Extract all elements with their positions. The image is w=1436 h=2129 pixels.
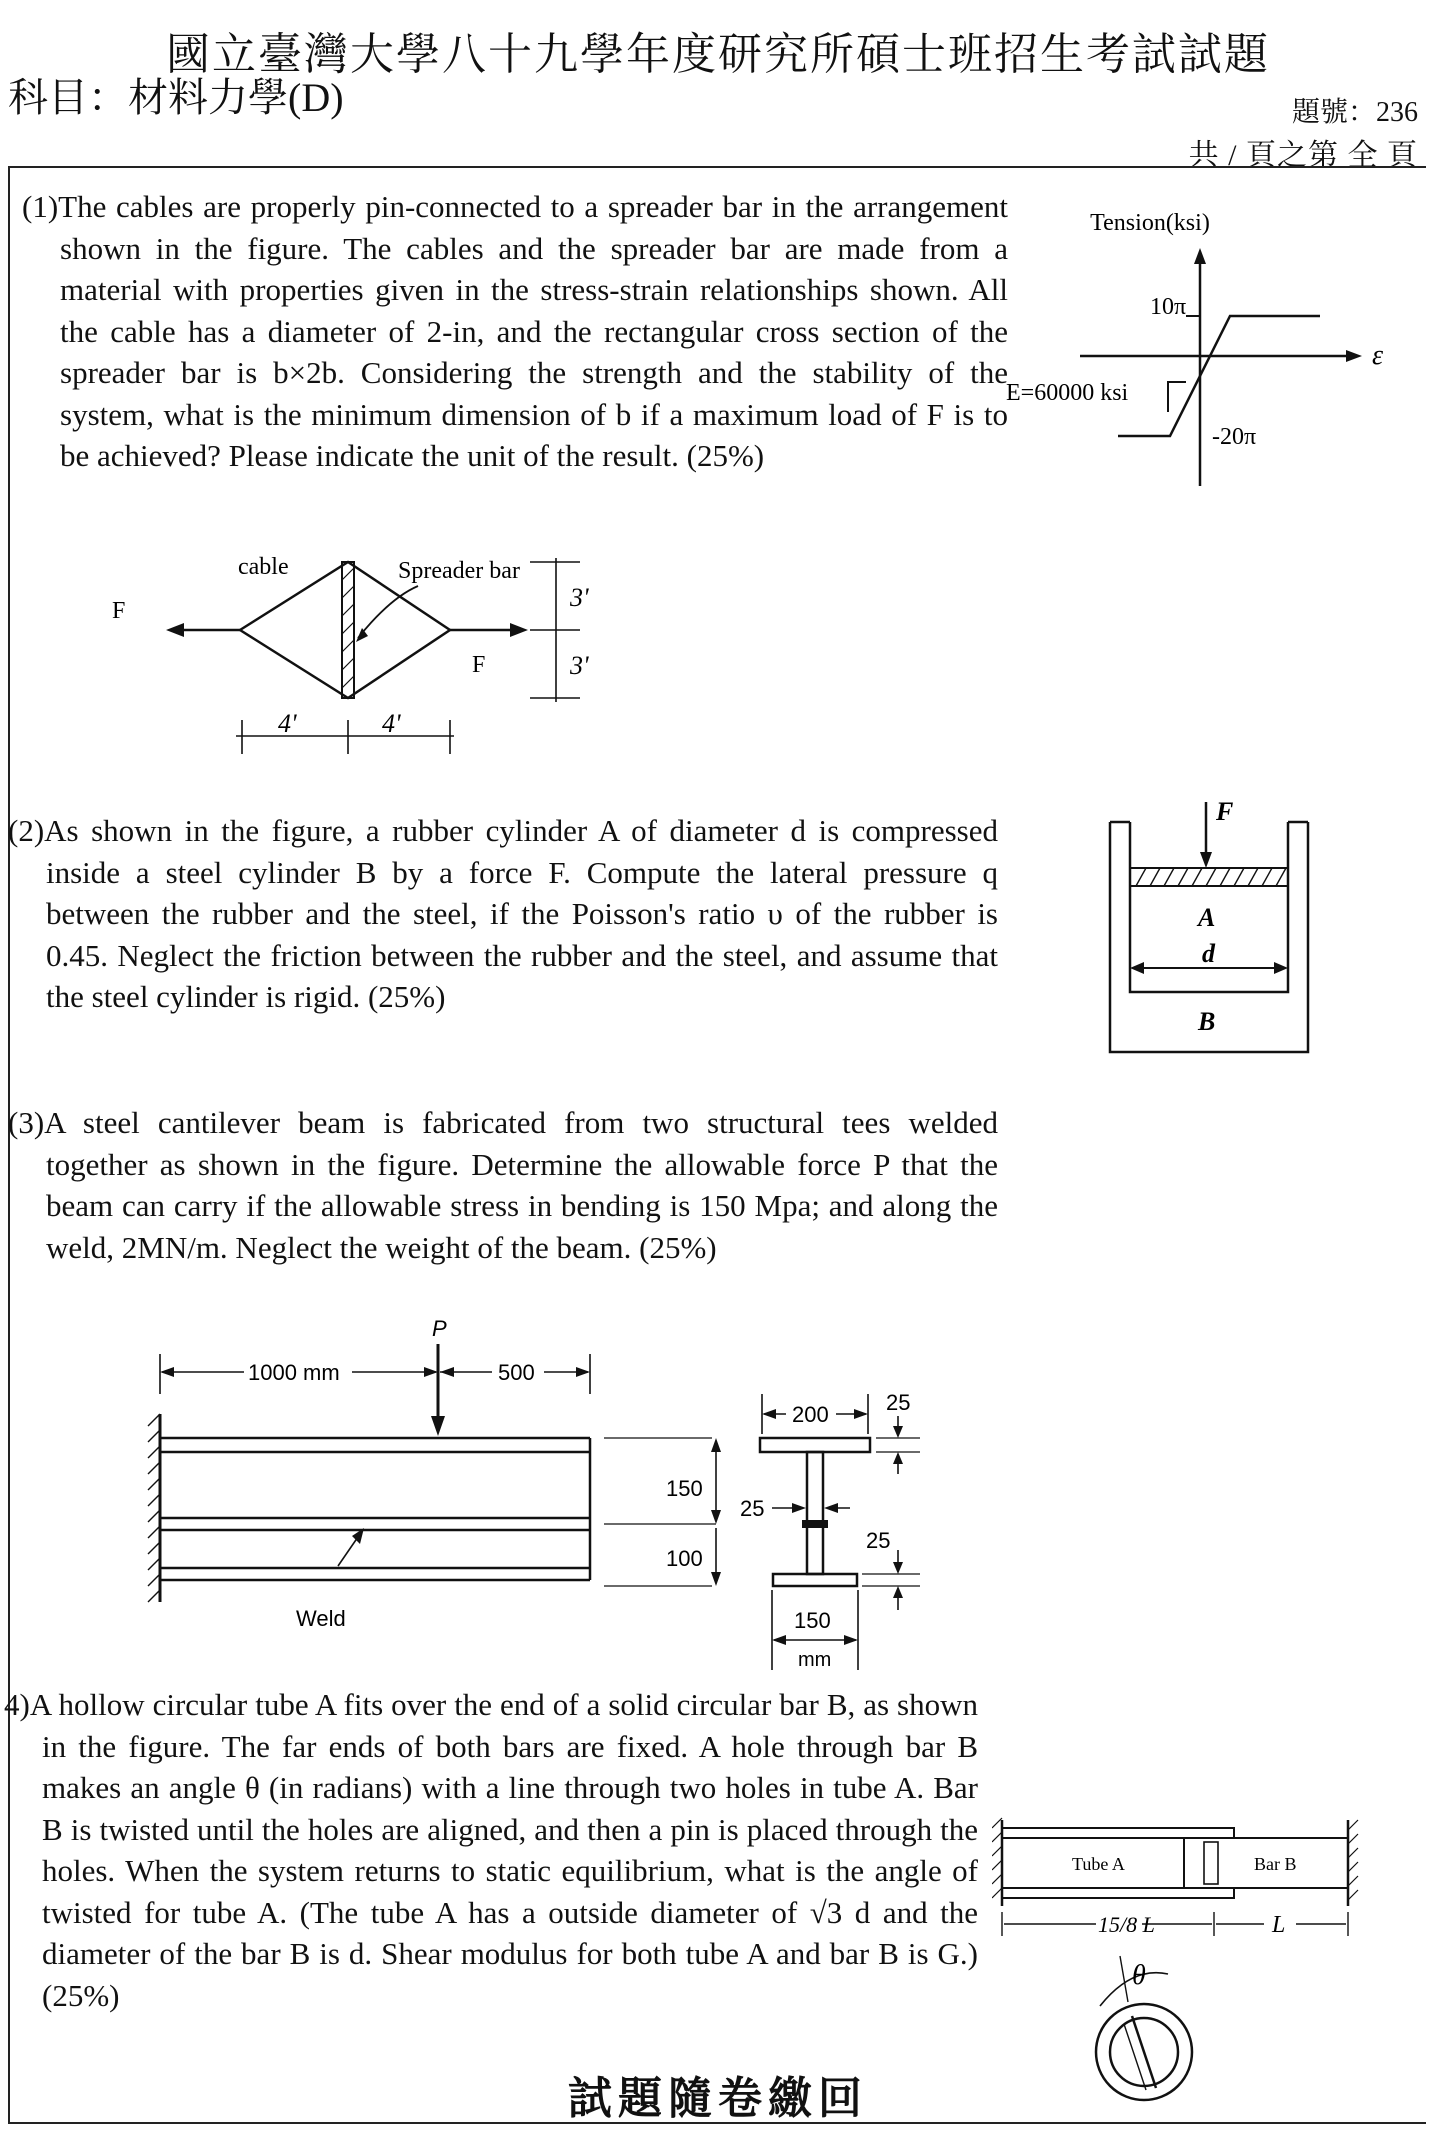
- stress-strain-diagram: [990, 196, 1390, 496]
- unit-mm-label: mm: [798, 1649, 832, 1671]
- yield-upper-label: 10π: [1150, 294, 1187, 320]
- exam-number: 題號：236: [1291, 97, 1418, 128]
- right-length-label: L: [1272, 1912, 1286, 1938]
- question-3-number: (3): [8, 1105, 45, 1140]
- cantilever-beam-figure: [120, 1314, 930, 1676]
- width-right-label: 4': [382, 709, 401, 738]
- left-length-label: 15/8 L: [1098, 1912, 1155, 1937]
- height-upper-label: 3': [570, 583, 589, 612]
- spreader-bar-label: Spreader bar: [398, 558, 520, 584]
- page-count: 共 / 頁之第 全 頁: [1188, 139, 1418, 172]
- footer-note: 試題隨卷繳回: [568, 2074, 868, 2123]
- spreader-bar-figure: [100, 550, 660, 770]
- cable-label: cable: [238, 554, 289, 580]
- question-1-text: The cables are properly pin-connected to a spreader bar in the arrangement shown in the figure. The cables and the spreader bar are made from a material with properties given in the stress-strain relationships shown. All the cable has a diameter of 2-in, and the rectangular cross section of the spreader bar is b×2b. Considering the strength and the stability of the system, what is the minimum dimension of b if a maximum load of F is to be achieved? Please indicate the unit of the result. (25%): [58, 189, 1008, 473]
- upper-height-label: 150: [666, 1476, 703, 1501]
- weld-label: Weld: [296, 1606, 346, 1631]
- angle-theta-label: θ: [1132, 1960, 1146, 1991]
- flange-bottom-width-label: 150: [794, 1608, 831, 1633]
- top-thickness-label: 25: [886, 1390, 911, 1415]
- force-left-label: F: [112, 598, 126, 624]
- question-2: [8, 810, 998, 1018]
- tube-a-label: Tube A: [1072, 1854, 1125, 1874]
- bottom-thickness-label: 25: [866, 1528, 891, 1553]
- question-4-text: A hollow circular tube A fits over the end of a solid circular bar B, as shown in the figure. The far ends of both bars are fixed. A hole through bar B makes an angle θ (in radians) with a line through two holes in tube A. Bar B is twisted until the holes are aligned, and then a pin is placed through the holes. When the system returns to static equilibrium, what is the angle of twisted for tube A. (The tube A has a outside diameter of √3 d and the diameter of the bar B is d. Shear modulus for both tube A and bar B is G.) (25%): [29, 1687, 978, 2013]
- span-1000-label: 1000 mm: [248, 1360, 340, 1385]
- question-4-number: 4): [4, 1687, 30, 1722]
- yield-lower-label: -20π: [1212, 424, 1257, 450]
- rubber-a-label: A: [1198, 903, 1216, 932]
- strain-axis-label: ε: [1372, 340, 1384, 371]
- question-3-text: A steel cantilever beam is fabricated from two structural tees welded together as shown in the figure. Determine the allowable force P that the beam can carry if the allowable stress in bending is 150 Mpa; and along the weld, 2MN/m. Neglect the weight of the beam. (25%): [44, 1105, 998, 1265]
- diameter-d-label: d: [1202, 939, 1215, 968]
- rubber-cylinder-figure: [1100, 796, 1320, 1058]
- exam-title: 國立臺灣大學八十九學年度研究所碩士班招生考試試題: [166, 30, 1270, 79]
- subject-line: 科目：材料力學(D): [8, 75, 344, 120]
- span-500-label: 500: [498, 1360, 535, 1385]
- question-2-number: (2): [8, 813, 45, 848]
- question-1: [22, 186, 1008, 477]
- web-thickness-label: 25: [740, 1496, 765, 1521]
- force-f-label: F: [1216, 797, 1234, 826]
- width-left-label: 4': [278, 709, 297, 738]
- question-1-number: (1): [22, 189, 59, 224]
- force-right-label: F: [472, 652, 486, 678]
- question-3: [8, 1102, 998, 1268]
- stress-axis-label: Tension(ksi): [1090, 210, 1210, 236]
- question-4: [4, 1684, 978, 2016]
- modulus-label: E=60000 ksi: [1006, 380, 1129, 406]
- bar-b-label: Bar B: [1254, 1854, 1297, 1874]
- load-p-label: P: [432, 1316, 447, 1341]
- steel-b-label: B: [1198, 1007, 1216, 1036]
- lower-height-label: 100: [666, 1546, 703, 1571]
- flange-top-width-label: 200: [792, 1402, 829, 1427]
- height-lower-label: 3': [570, 651, 589, 680]
- question-2-text: As shown in the figure, a rubber cylinder A of diameter d is compressed inside a steel cylinder B by a force F. Compute the lateral pressure q between the rubber and the steel, if the Poisson's ratio υ of the rubber is 0.45. Neglect the friction between the rubber and the steel, and assume that the steel cylinder is rigid. (25%): [44, 813, 998, 1014]
